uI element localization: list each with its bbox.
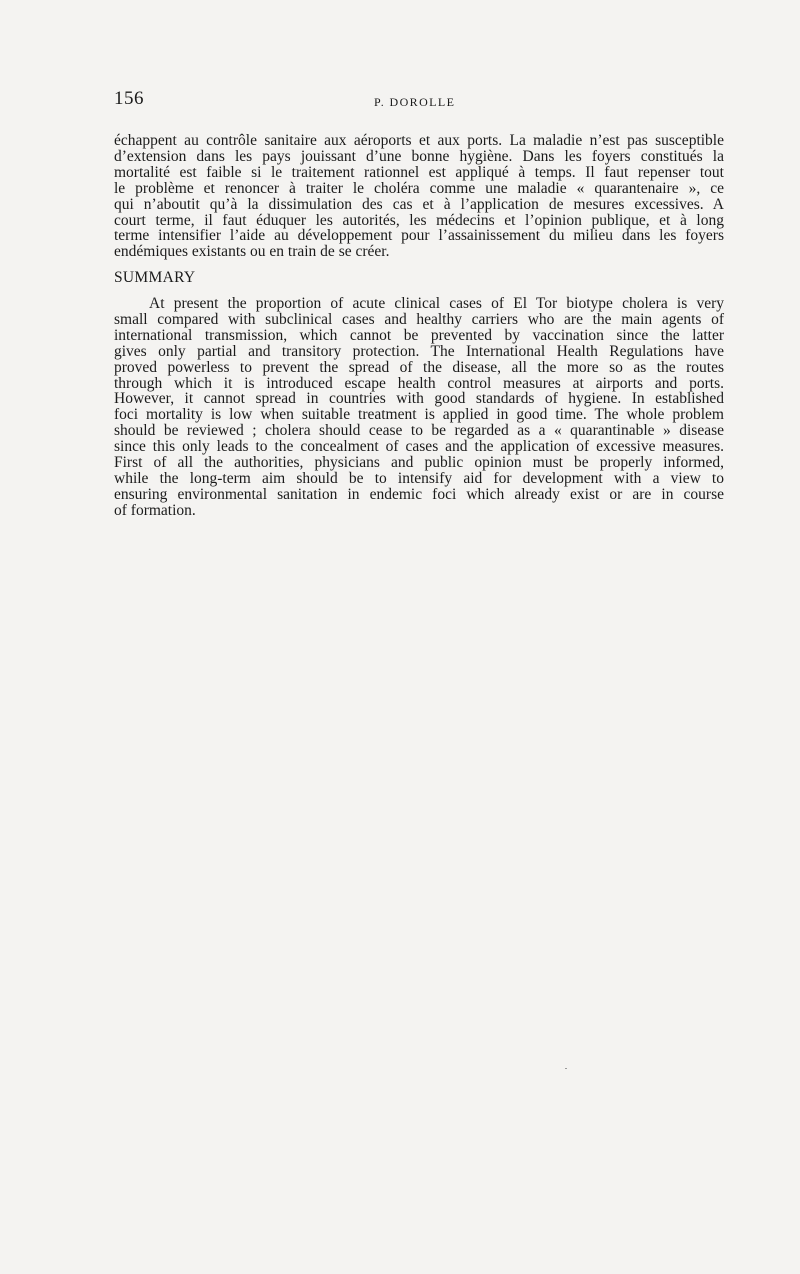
paragraph-line: proved powerless to prevent the spread of the disease, all the more so as the routes	[114, 358, 724, 376]
summary-heading: SUMMARY	[114, 269, 196, 286]
paragraph-line: First of all the authorities, physicians and public opinion must be properly informed,	[114, 454, 724, 472]
paragraph-line: of formation.	[114, 501, 196, 519]
paragraph-line: mortalité est faible si le traitement rationnel est appliqué à temps. Il faut repenser tout	[114, 163, 724, 181]
scan-speck	[565, 1068, 567, 1069]
paragraph-line: since this only leads to the concealment of cases and the application of excessive measures.	[114, 438, 724, 456]
paragraph-line: échappent au contrôle sanitaire aux aéroports et aux ports. La maladie n’est pas susceptible	[114, 132, 724, 149]
paragraph-line: gives only partial and transitory protection. The International Health Regulations have	[114, 342, 724, 360]
paragraph-line: le problème et renoncer à traiter le choléra comme une maladie « quarantenaire », ce	[114, 179, 724, 197]
paragraph-line: while the long-term aim should be to intensify aid for development with a view to	[114, 469, 724, 487]
paragraph-line: international transmission, which cannot be prevented by vaccination since the latter	[114, 326, 724, 344]
page-number: 156	[114, 88, 144, 109]
paragraph-line: should be reviewed ; cholera should cease to be regarded as a « quarantinable » disease	[114, 422, 724, 440]
paragraph-line: small compared with subclinical cases and healthy carriers who are the main agents of	[114, 310, 724, 328]
paragraph-line: court terme, il faut éduquer les autorités, les médecins et l’opinion publique, et à long	[114, 211, 724, 229]
french-paragraph	[114, 133, 724, 260]
paragraph-line: qui n’aboutit qu’à la dissimulation des cas et à l’application de mesures excessives. A	[114, 195, 724, 213]
paragraph-line: terme intensifier l’aide au développement pour l’assainissement du milieu dans les foyers	[114, 227, 724, 245]
paragraph-line: endémiques existants ou en train de se créer.	[114, 243, 390, 261]
paragraph-line: d’extension dans les pays jouissant d’une bonne hygiène. Dans les foyers constitués la	[114, 147, 724, 165]
running-head: P. DOROLLE	[374, 95, 456, 109]
paragraph-line: ensuring environmental sanitation in endemic foci which already exist or are in course	[114, 485, 724, 503]
paragraph-line: At present the proportion of acute clinical cases of El Tor biotype cholera is very	[149, 295, 724, 312]
paragraph-line: foci mortality is low when suitable treatment is applied in good time. The whole problem	[114, 406, 724, 424]
summary-paragraph	[114, 296, 724, 519]
paragraph-line: through which it is introduced escape health control measures at airports and ports.	[114, 374, 724, 392]
paragraph-line: However, it cannot spread in countries with good standards of hygiene. In established	[114, 390, 724, 408]
